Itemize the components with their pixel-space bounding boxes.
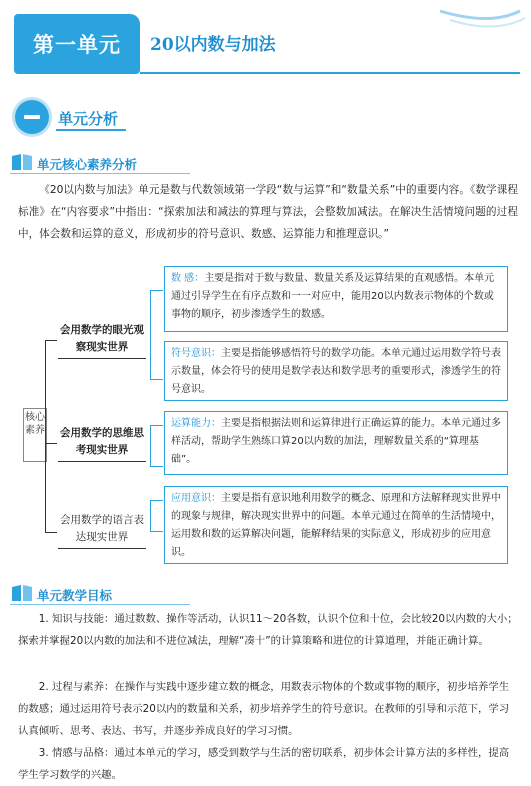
minus-circle-icon [15,100,49,134]
mindmap-branch-observe: 会用数学的眼光观察现实世界 [58,322,146,356]
subsection-title-core: 单元核心素养分析 [37,157,138,172]
goal-item-3: 3. 情感与品格：通过本单元的学习，感受到数学与生活的密切联系，初步体会计算方法的多样性，提高学生学习数学的兴趣。 [18,747,510,781]
wave-decoration-icon [430,6,530,76]
section-underline [56,129,126,131]
mindmap-bracket [150,500,163,532]
branch-underline [58,461,146,462]
branch-underline [58,548,146,549]
book-icon [10,583,34,603]
box-symbol-awareness: 符号意识：主要是指能够感悟符号的数学功能。本单元通过运用数学符号表示数量，体会符号的使用是数学表达和数学思考的重要形式，渗透学生的符号意识。 [164,341,508,401]
mindmap-bracket [150,425,163,467]
goal-item-1: 1. 知识与技能：通过数数、操作等活动，认识11～20各数，认识个位和十位，会比较20以内数的大小；探索并掌握20以内数的加法和不进位减法，理解“凑十”的计算策略和进位的计算道理，并能正确计算。 [18,613,518,647]
mindmap-connector [45,443,57,444]
book-icon [10,152,34,172]
subsection-title-goals: 单元教学目标 [37,588,113,603]
subsection-underline [10,604,190,605]
subsection-underline [10,173,190,174]
box-number-sense: 数 感：主要是指对于数与数量、数量关系及运算结果的直观感悟。本单元通过引导学生在有序点数和一一对应中，能用20以内数表示物体的个数或事物的顺序，初步渗透学生的数感。 [164,266,508,332]
unit-label: 第一单元 [33,32,121,57]
box-computation-ability: 运算能力：主要是指根据法则和运算律进行正确运算的能力。本单元通过多样活动，帮助学生熟练口算20以内数的加法，理解数量关系的“算理基础”。 [164,411,508,475]
mindmap-connector [45,532,57,533]
unit-title: 20以内数与加法 [150,35,276,55]
mindmap-branch-think: 会用数学的思维思考现实世界 [58,425,146,459]
mindmap-bracket [150,290,163,380]
branch-underline [58,358,146,359]
section-title-analysis: 单元分析 [58,110,119,128]
mindmap-connector [45,340,57,341]
box-application-awareness: 应用意识：主要是指有意识地利用数学的概念、原理和方法解释现实世界中的现象与规律，解决现实世界中的问题。本单元通过在简单的生活情境中，运用数和数的运算解决问题，能解释结果的实际意义，形成初步的应用意识。 [164,486,508,564]
mindmap-root: 核心素养 [23,408,47,462]
goal-item-2: 2. 过程与素养：在操作与实践中逐步建立数的概念，用数表示物体的个数或事物的顺序，初步培养学生的数感；通过运用符号表示20以内的数量和关系，初步培养学生的符号意识。在教师的引导和示范下，学习认真倾听、思考、表达、书写，并逐步养成良好的学习习惯。 [18,681,510,737]
mindmap-spine [45,340,46,533]
mindmap-branch-express: 会用数学的语言表达现实世界 [58,512,146,546]
core-intro-paragraph: 《20以内数与加法》单元是数与代数领域第一学段“数与运算”和“数量关系”中的重要内容。《数学课程标准》在“内容要求”中指出：“探索加法和减法的算理与算法，会整数加减法。在解决生活情境问题的过程中，体会数和运算的意义，形成初步的符号意识、数感、运算能力和推理意识。” [18,184,518,240]
